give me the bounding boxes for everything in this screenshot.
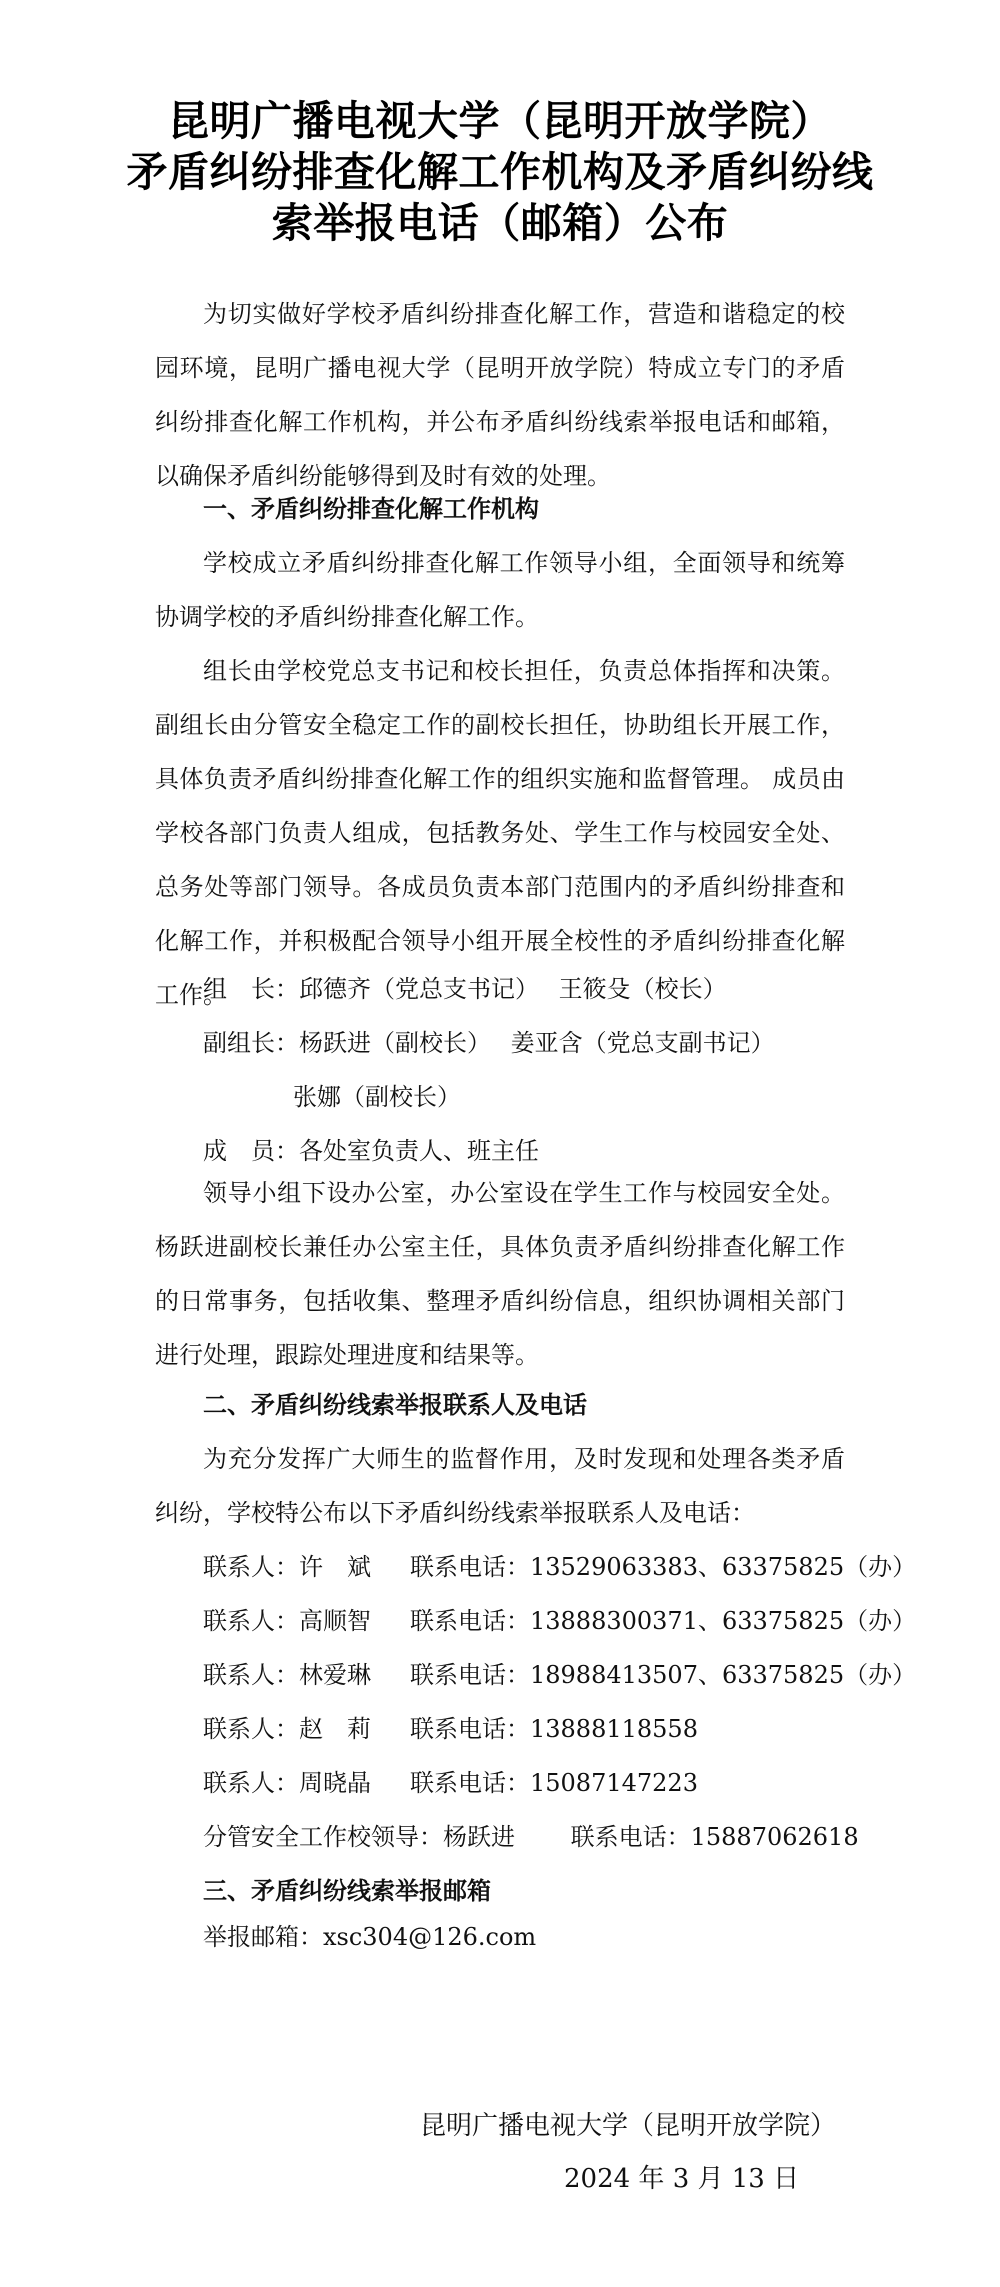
contact-phone: 联系电话：18988413507、63375825（办） — [410, 1661, 917, 1689]
section-2-heading: 二、矛盾纠纷线索举报联系人及电话 — [203, 1390, 587, 1419]
document-title-line-1: 昆明广播电视大学（昆明开放学院） — [168, 97, 832, 145]
signature-date: 2024 年 3 月 13 日 — [564, 2164, 800, 2194]
contact-row — [203, 1540, 916, 1594]
contact-row — [203, 1702, 698, 1756]
report-email-line: 举报邮箱：xsc304@126.com — [203, 1923, 537, 1951]
section-2-paragraph: 为充分发挥广大师生的监督作用，及时发现和处理各类矛盾纠纷，学校特公布以下矛盾纠纷线索举报联系人及电话： — [155, 1445, 845, 1527]
signature-organization: 昆明广播电视大学（昆明开放学院） — [420, 2111, 837, 2141]
section-1-heading: 一、矛盾纠纷排查化解工作机构 — [203, 494, 539, 523]
contact-phone: 联系电话：13888300371、63375825（办） — [410, 1607, 917, 1635]
contact-row — [203, 1594, 916, 1648]
leader-line: 组 长：邱德齐（党总支书记） 王筱殳（校长） — [203, 975, 727, 1003]
document-title-line-2: 矛盾纠纷排查化解工作机构及矛盾纠纷线 — [126, 148, 874, 196]
intro-paragraph: 为切实做好学校矛盾纠纷排查化解工作，营造和谐稳定的校园环境，昆明广播电视大学（昆明开放学院）特成立专门的矛盾纠纷排查化解工作机构，并公布矛盾纠纷线索举报电话和邮箱，以确保矛盾纠纷能够得到及时有效的处理。 — [155, 300, 845, 490]
contact-phone: 联系电话：13529063383、63375825（办） — [410, 1553, 917, 1581]
contact-name: 联系人：周晓晶 — [203, 1769, 371, 1797]
contact-name: 联系人：高顺智 — [203, 1607, 371, 1635]
section-3-heading: 三、矛盾纠纷线索举报邮箱 — [203, 1876, 491, 1905]
section-1-paragraph-1: 学校成立矛盾纠纷排查化解工作领导小组，全面领导和统筹协调学校的矛盾纠纷排查化解工作。 — [155, 549, 845, 631]
section-1-paragraph-2: 组长由学校党总支书记和校长担任，负责总体指挥和决策。副组长由分管安全稳定工作的副校长担任，协助组长开展工作，具体负责矛盾纠纷排查化解工作的组织实施和监督管理。 成员由学校各部门负责人组成，包括教务处、学生工作与校园安全处、总务处等部门领导。各成员负责本部门范围内的矛盾纠纷排查和化解工作，并积极配合领导小组开展全校性的矛盾纠纷排查化解工作。 — [155, 657, 845, 1009]
members-line: 成 员：各处室负责人、班主任 — [203, 1137, 539, 1165]
contact-name: 联系人：林爱琳 — [203, 1661, 371, 1689]
contact-phone: 联系电话：13888118558 — [410, 1715, 698, 1743]
deputy-leader-line: 副组长：杨跃进（副校长） 姜亚含（党总支副书记） — [203, 1029, 775, 1057]
contact-row — [203, 1648, 916, 1702]
deputy-leader-line-2: 张娜（副校长） — [293, 1083, 461, 1111]
contact-name: 联系人：许 斌 — [203, 1553, 371, 1581]
section-1-paragraph-3: 领导小组下设办公室，办公室设在学生工作与校园安全处。杨跃进副校长兼任办公室主任，具体负责矛盾纠纷排查化解工作的日常事务，包括收集、整理矛盾纠纷信息，组织协调相关部门进行处理，跟踪处理进度和结果等。 — [155, 1179, 845, 1369]
contact-phone: 联系电话：15087147223 — [410, 1769, 698, 1797]
safety-supervisor-line: 分管安全工作校领导：杨跃进 联系电话：15887062618 — [203, 1823, 859, 1851]
contact-name: 联系人：赵 莉 — [203, 1715, 371, 1743]
document-title-line-3: 索举报电话（邮箱）公布 — [271, 199, 729, 247]
contact-row — [203, 1756, 698, 1810]
